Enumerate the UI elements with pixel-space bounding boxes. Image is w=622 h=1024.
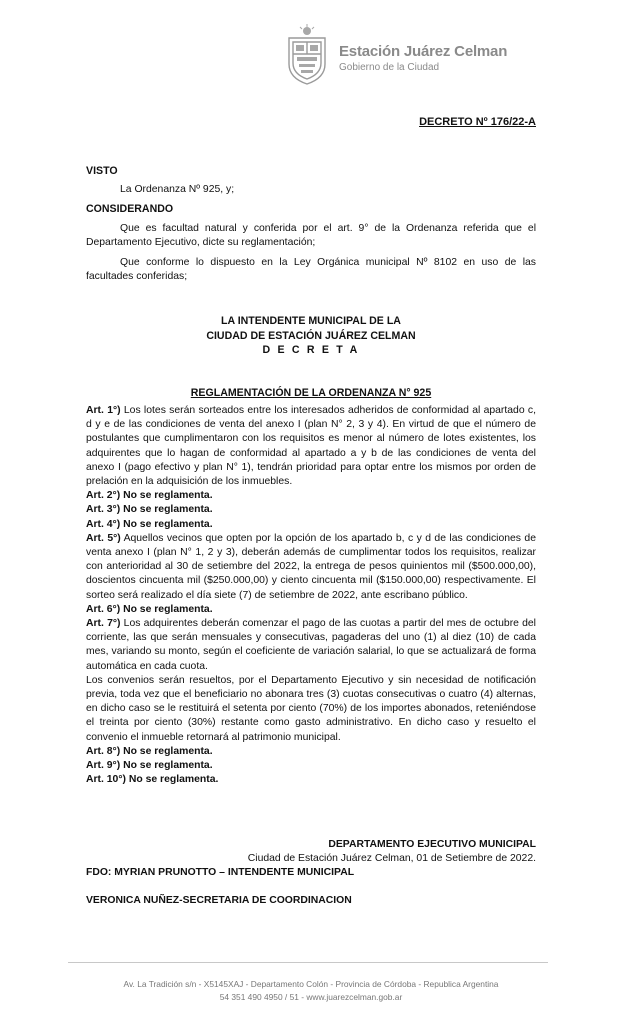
considerando-title: CONSIDERANDO (86, 203, 174, 216)
decree-number: DECRETO Nº 176/22-A (419, 116, 536, 128)
article-text: No se reglamenta. (120, 518, 213, 530)
footer-address: Av. La Tradición s/n - X5145XAJ - Departamento Colón - Provincia de Córdoba - Republica Argentina (123, 979, 499, 989)
signed-by: FDO: MYRIAN PRUNOTTO – INTENDENTE MUNICIPAL (86, 867, 355, 879)
authority-line: LA INTENDENTE MUNICIPAL DE LA (221, 315, 401, 327)
secretary: VERONICA NUÑEZ-SECRETARIA DE COORDINACION (86, 894, 352, 906)
article-9 (86, 745, 536, 759)
article-label: Art. 7°) (86, 618, 121, 630)
regulation-title: REGLAMENTACIÓN DE LA ORDENANZA N° 925 (190, 387, 432, 399)
visto-text: La Ordenanza Nº 925, y; (120, 184, 235, 196)
article-text: Los adquirentes deberán comenzar el pago de las cuotas a partir del mes de octubre del corriente, las que serán mensuales y consecutivas, pagaderas del uno (1) al diez (10) de cada mes, variando su monto, según el coeficiente de variación salarial, lo que se actualizará de forma automática en cada cuota. (86, 618, 536, 672)
article-text: No se reglamenta. (120, 745, 213, 757)
article-label: Art. 9°) (86, 760, 121, 772)
authority-block (86, 314, 536, 358)
place-date: Ciudad de Estación Juárez Celman, 01 de Setiembre de 2022. (247, 853, 536, 865)
article-label: Art. 4°) (86, 518, 121, 530)
decreta-heading: D E C R E T A (262, 344, 360, 356)
article-1 (86, 404, 536, 489)
article-label: Art. 10°) (86, 774, 126, 786)
article-text: No se reglamenta. (120, 490, 213, 502)
article-11 (86, 773, 536, 787)
article-label: Art. 5°) (86, 532, 121, 544)
article-label: Art. 1°) (86, 405, 121, 416)
article-text: Los lotes serán sorteados entre los interesados adheridos de conformidad al apartado c, d y e de las condiciones de venta del anexo I (plan N° 2, 3 y 4). En virtud de que el número de postulantes que cumplimentaron con los requisitos es menor al número de lotes existentes, los adquirentes que lo hagan de conformidad al apartado a y b de las condiciones de venta del anexo I (pago efectivo y plan N° 1), tendrán prioridad para optar entre los mismos por orden de prelación en la adquisición de los inmuebles. (86, 405, 536, 488)
article-3 (86, 503, 536, 517)
org-subtitle: Gobierno de la Ciudad (339, 62, 440, 73)
article-label: Art. 3°) (86, 504, 121, 516)
article-text: Los convenios serán resueltos, por el Departamento Ejecutivo y sin necesidad de notificación previa, toda vez que el beneficiario no abonara tres (3) cuotas consecutivas o cuatro (4) alternas, en dicho caso se le restituirá el setenta por ciento (70%) de los importes abonados, reteniéndose el treinta por ciento (30%) restante como gasto administrativo. En dicho caso y resuelto el convenio el inmueble retornará al patrimonio municipal. (86, 674, 536, 743)
article-text: Aquellos vecinos que opten por la opción de los apartado b, c y d de las condiciones de venta anexo I (plan N° 1, 2 y 3), deberán además de cumplimentar todos los requisitos, realizar con anterioridad al 30 de setiembre del 2022, la entrega de pesos quinientos mil ($500.000,00), doscientos cincuenta mil ($250.000,00) y ciento cincuenta mil ($150.000,00) respectivamente. El sorteo será realizado el día siete (7) de setiembre de 2022, ante escribano público. (86, 532, 536, 601)
article-6 (86, 603, 536, 617)
visto-title: VISTO (86, 165, 118, 177)
letterhead (283, 22, 603, 92)
org-name: Estación Juárez Celman (339, 43, 508, 60)
considerando-paragraph: Que conforme lo dispuesto en la Ley Orgánica municipal Nº 8102 en uso de las facultades conferidas; (86, 257, 536, 283)
article-8 (86, 674, 536, 745)
article-label: Art. 8°) (86, 745, 121, 757)
department-name: DEPARTAMENTO EJECUTIVO MUNICIPAL (328, 839, 536, 850)
article-7 (86, 617, 536, 674)
article-text: No se reglamenta. (125, 774, 219, 786)
preamble (86, 164, 536, 284)
footer-divider (68, 962, 548, 963)
footer-contact: 54 351 490 4950 / 51 - www.juarezcelman.gob.ar (219, 992, 403, 1002)
article-5 (86, 532, 536, 603)
article-text: No se reglamenta. (120, 603, 213, 615)
authority-line: CIUDAD DE ESTACIÓN JUÁREZ CELMAN (206, 329, 416, 342)
article-label: Art. 2°) (86, 490, 121, 502)
article-label: Art. 6°) (86, 603, 121, 615)
article-10 (86, 759, 536, 773)
city-seal-logo (283, 24, 331, 86)
article-4 (86, 518, 536, 532)
signature-block (86, 838, 536, 908)
considerando-paragraph: Que es facultad natural y conferida por el art. 9° de la Ordenanza referida que el Departamento Ejecutivo, dicte su reglamentación; (86, 222, 536, 248)
article-2 (86, 489, 536, 503)
articles-list (86, 404, 536, 787)
article-text: No se reglamenta. (120, 760, 213, 772)
article-text: No se reglamenta. (120, 504, 213, 516)
